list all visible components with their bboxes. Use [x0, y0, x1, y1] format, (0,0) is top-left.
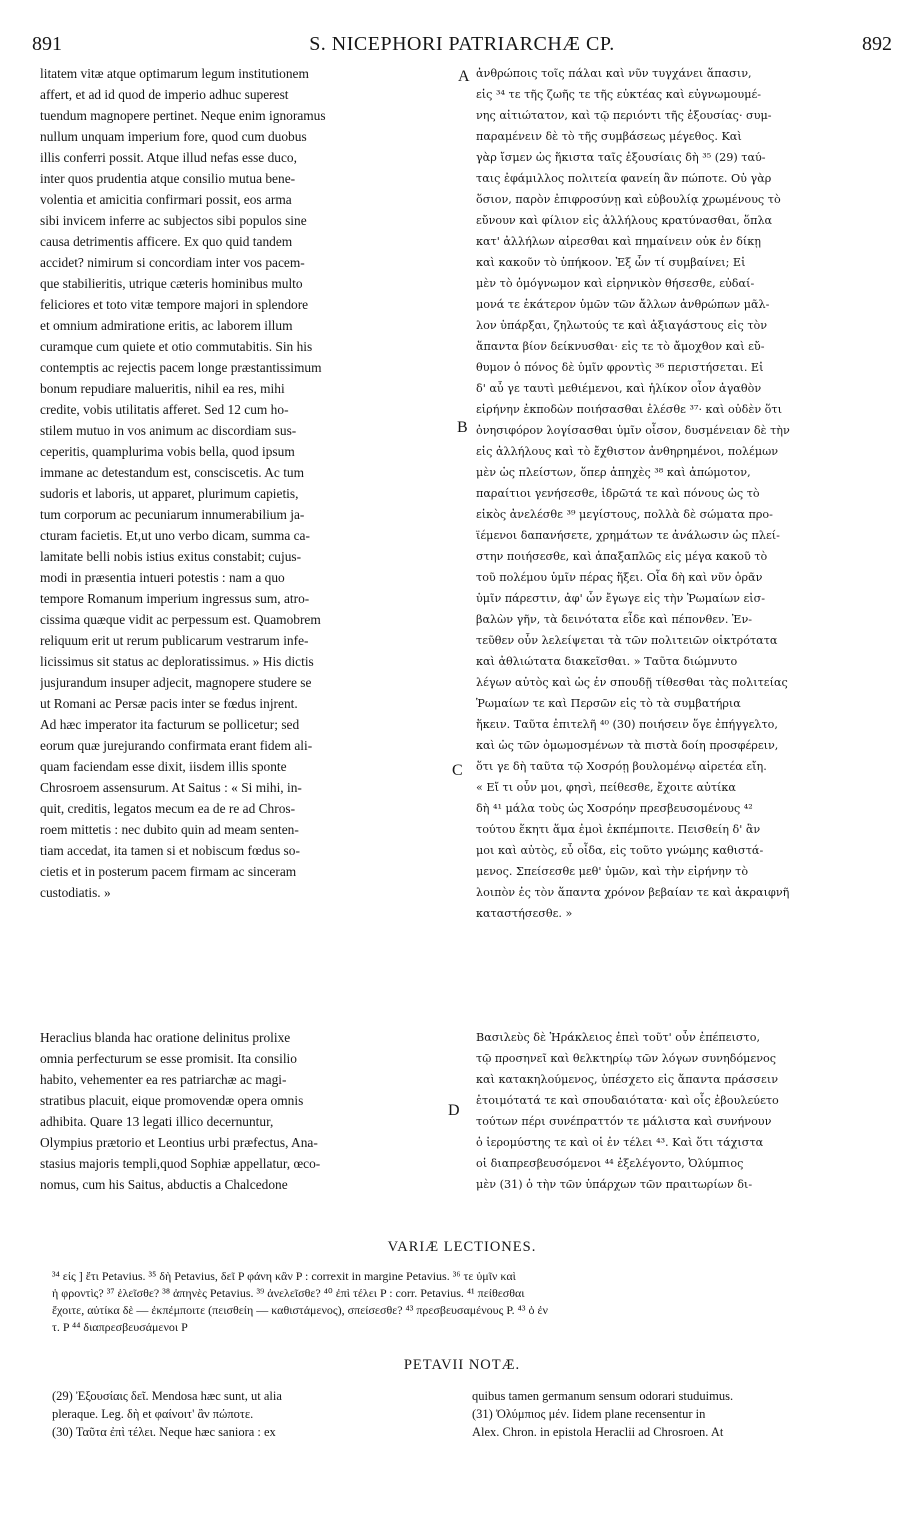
greek-column [476, 63, 882, 924]
latin-text-line: affert, et ad id quod de imperio adhuc superest [40, 87, 289, 102]
greek-text-line: εἰς ³⁴ τε τῆς ζωῆς τε τῆς εὐκτέας καὶ εὐγνωμουμέ- [476, 88, 762, 101]
petavius-note-line: Alex. Chron. in epistola Heraclii ad Chrosroen. At [472, 1425, 724, 1439]
latin-text-line: feliciores et toto vitæ tempore majori in splendore [40, 297, 309, 312]
latin-text-line: accidet? nimirum si concordiam inter vos pacem- [40, 255, 305, 270]
greek-text-line: παραίτιοι γενήσεσθε, ἱδρῶτά τε καὶ πόνους ὡς τὸ [476, 487, 760, 500]
margin-marker-d: D [448, 1102, 460, 1119]
latin-text-line: nomus, cum his Saitus, abductis a Chalcedone [40, 1177, 288, 1192]
right-page-number: 892 [862, 33, 892, 55]
greek-text-line: μὲν τὸ ὁμόγνωμον καὶ εἰρηνικὸν θήσεσθε, εὐδαί- [476, 277, 755, 290]
greek-text-line: γὰρ ἴσμεν ὡς ἥκιστα ταῖς ἐξουσίαις δὴ ³⁵ (29) ταύ- [476, 151, 766, 164]
latin-text-line: causa detrimentis afficere. Ex quo quid tandem [40, 234, 293, 249]
greek-text-line: μονά τε ἑκάτερον ὑμῶν τῶν ἄλλων ἀνθρώπων μᾶλ- [476, 298, 770, 311]
latin-text-line: reliquum erit ut rerum publicarum vestrarum infe- [40, 633, 309, 648]
greek-text-line: τῷ προσηνεῖ καὶ θελκτηρίῳ τῶν λόγων συνηδόμενος [476, 1052, 776, 1065]
latin-text-line: omnia perfecturum se esse promisit. Ita consilio [40, 1051, 297, 1066]
greek-text-line: δὴ ⁴¹ μάλα τοὺς ὡς Χοσρόην πρεσβευσομένους ⁴² [476, 802, 753, 815]
greek-text-line: ὅσιον, παρὸν ἐπιφροσύνῃ καὶ εὐβουλίᾳ χρωμένους τὸ [476, 193, 781, 206]
petavius-note-line: quibus tamen germanum sensum odorari studuimus. [472, 1389, 734, 1403]
margin-marker-a: A [458, 68, 470, 85]
petavius-note-line: pleraque. Leg. δὴ et φαίνοιτ' ἂν πώποτε. [52, 1407, 254, 1421]
greek-text-line: μὲν ὡς πλείστων, ὅπερ ἀπηχὲς ³⁸ καὶ ἀπώμοτον, [476, 466, 751, 479]
latin-text-line: tiam accedat, ita tamen si et nobiscum fœdus so- [40, 843, 300, 858]
latin-text-line: lamitate belli nobis istius exitus constabit; cujus- [40, 549, 302, 564]
latin-text-line: jusjurandum insuper adjecit, magnopere studere se [40, 675, 312, 690]
greek-text-line: ὀνησιφόρον λογίσασθαι ὑμῖν οἷσον, δυσμένειαν δὲ τὴν [476, 424, 790, 437]
petavii-notes-right [472, 1387, 892, 1441]
greek-text-line: εὔνουν καὶ φίλιον εἰς ἀλλήλους κρατύνασθαι, ὅπλα [476, 214, 773, 227]
greek-text-line: ὁ ἱερομύστης τε καὶ οἱ ἐν τέλει ⁴³. Καὶ ὅτι τάχιστα [476, 1136, 764, 1149]
greek-text-line: κατ' ἀλλήλων αἱρεσθαι καὶ πημαίνειν οὐκ ἐν δίκῃ [476, 235, 761, 248]
greek-text-line: εἰκὸς ἀνελέσθε ³⁹ μεγίστους, πολλὰ δὲ σώματα προ- [476, 508, 773, 521]
greek-text-line: ὅτι γε δὴ ταῦτα τῷ Χοσρόῃ βουλομένῳ αἱρετέα εἴη. [476, 760, 767, 773]
latin-text-line: Olympius prætorio et Leontius urbi præfectus, Ana- [40, 1135, 318, 1150]
greek-text-line: καταστήσεσθε. » [476, 907, 573, 920]
greek-text-line: ἥκειν. Ταῦτα ἐπιτελῆ ⁴⁰ (30) ποιήσειν ὅγε ἐπήγγελτο, [476, 718, 778, 731]
greek-text-line: μενος. Σπείσεσθε μεθ' ὑμῶν, καὶ τὴν εἰρήνην τὸ [476, 865, 749, 878]
greek-text-line: ϊέμενοι δαπανήσετε, χρημάτων τε ἀνάλωσιν ὡς πλεί- [476, 529, 780, 542]
greek-text-line: ἀνθρώποις τοῖς πάλαι καὶ νῦν τυγχάνει ἅπασιν, [476, 67, 752, 80]
greek-text-line: ὑμῖν πάρεστιν, ἀφ' ὧν ἔγωγε εἰς τὴν Ῥωμαίων εἰσ- [476, 592, 766, 605]
greek-text-line: τοῦ πολέμου ὑμῖν πέρας ἥξει. Οἷα δὴ καὶ νῦν ὁρᾶν [476, 571, 763, 584]
variant-reading-line: ἔχοιτε, αὐτίκα δὲ — ἐκπέμποιτε (πεισθείη — καθιστάμενος), σπείσεσθε? ⁴³ πρεσβευσαμένους P. ⁴³ ὁ ἐν [52, 1303, 548, 1317]
latin-text-line: tempore Romanum imperium ingressus sum, atro- [40, 591, 310, 606]
greek-text-line: δ' αὖ γε ταυτὶ μεθιέμενοι, καὶ ἡλίκον οἷον ἀγαθὸν [476, 382, 762, 395]
greek-text-line: καὶ ὡς τῶν ὀμωμοσμένων τὰ πιστὰ δοίη προσφέρειν, [476, 739, 779, 752]
latin-text-line: credite, vobis utilitatis afferet. Sed 12 cum ho- [40, 402, 289, 417]
latin-text-line: curamque cum quiete et otio commutabitis. Sin his [40, 339, 313, 354]
latin-text-line: adhibita. Quare 13 legati illico decernuntur, [40, 1114, 274, 1129]
petavius-note-line: (30) Ταῦτα ἐπὶ τέλει. Neque hæc saniora : ex [52, 1425, 276, 1439]
greek-text-line: ἅπαντα βίον δείκνυσθαι· εἰς τε τὸ ἄμοχθον καὶ εὔ- [476, 340, 765, 353]
latin-text-line: litatem vitæ atque optimarum legum institutionem [40, 66, 309, 81]
greek-text-line: στην ποιήσεσθε, καὶ ἁπαξαπλῶς εἰς μέγα κακοῦ τὸ [476, 550, 768, 563]
latin-text-line: tum corporum ac pecuniarum innumerabilium ja- [40, 507, 305, 522]
latin-text-line: cturam facietis. Et,ut uno verbo dicam, summa ca- [40, 528, 310, 543]
latin-text-line: sudoris et laboris, ut apparet, plurimum capietis, [40, 486, 299, 501]
greek-text-line: μοι καὶ αὐτὸς, εὖ οἶδα, εἰς τοῦτο γνώμης καθιστά- [476, 844, 764, 857]
latin-text-line: stasius majoris templi,quod Sophiæ appellatur, œco- [40, 1156, 321, 1171]
latin-text-line: inter quos prudentia atque consilio mutua bene- [40, 171, 296, 186]
variae-lectiones-title: VARIÆ LECTIONES. [387, 1239, 537, 1255]
latin-text-line: sibi invicem inferre ac subjectos sibi populos sine [40, 213, 307, 228]
greek-text-line: οἱ διαπρεσβευσόμενοι ⁴⁴ ἐξελέγοντο, Ὀλύμπιος [476, 1157, 744, 1170]
latin-text-line: licissimus sit status ac deploratissimus. » His dictis [40, 654, 314, 669]
greek-text-line: λέγων αὐτὸς καὶ ὡς ἐν σπουδῇ τίθεσθαι τὰς πολιτείας [476, 676, 788, 689]
latin-text-line: cissima quæque vidit ac perpessum est. Quamobrem [40, 612, 321, 627]
variant-reading-line: ³⁴ εἰς ] ἔτι Petavius. ³⁵ δὴ Petavius, δεῖ P φάνη κἂν P : correxit in margine Petavius. ³⁶ τε ὑμῖν καὶ [52, 1269, 516, 1283]
latin-text-line: cietis et in posterum pacem firmam ac sinceram [40, 864, 297, 879]
greek-text-line: Ῥωμαίων τε καὶ Περσῶν εἰς τὸ τὰ συμβατήρια [476, 697, 741, 710]
latin-text-line: stilem mutuo in vos animum ac discordiam sus- [40, 423, 297, 438]
latin-text-line: volentia et amicitia confirmari possit, eos arma [40, 192, 292, 207]
petavii-notae-title: PETAVII NOTÆ. [403, 1357, 521, 1373]
latin-text-line: immane ac detestandum est, consciscetis. Ac tum [40, 465, 305, 480]
latin-text-line: custodiatis. » [40, 885, 111, 900]
latin-text-line: quam faciendam esse dixit, iisdem illis sponte [40, 759, 287, 774]
latin-text-line: ut Romani ac Persæ pacis inter se fœdus injrent. [40, 696, 298, 711]
latin-text-line: stratibus placuit, eique promovendæ opera omnis [40, 1093, 304, 1108]
latin-column [40, 63, 460, 903]
latin-column-continued [40, 1027, 460, 1195]
greek-text-line: ταις ἐφάμιλλος πολιτεία φανείη ἂν πώποτε. Οὐ γὰρ [476, 172, 772, 185]
margin-marker-c: C [452, 762, 463, 779]
greek-text-line: καὶ ἀθλιώτατα διακεῖσθαι. » Ταῦτα διώμνυτο [476, 655, 738, 668]
latin-text-line: que stabilieritis, utrique cæteris hominibus multo [40, 276, 303, 291]
greek-text-line: παραμένειν δὲ τὸ τῆς συμβάσεως μέγεθος. Καὶ [476, 130, 742, 143]
latin-text-line: Heraclius blanda hac oratione delinitus prolixe [40, 1030, 291, 1045]
greek-text-line: βαλὼν γῆν, τὰ δεινότατα εἶδε καὶ πέπονθεν. Ἐν- [476, 613, 753, 626]
latin-text-line: quit, creditis, legatos mecum ea de re ad Chros- [40, 801, 296, 816]
petavius-note-line: (29) Ἐξουσίαις δεῖ. Mendosa hæc sunt, ut alia [52, 1389, 282, 1403]
greek-column-continued [476, 1027, 882, 1195]
variae-lectiones [52, 1268, 888, 1336]
latin-text-line: Ad hæc imperator ita facturum se pollicetur; sed [40, 717, 300, 732]
latin-text-line: modi in præsentia intueri potestis : nam a quo [40, 570, 285, 585]
latin-text-line: eorum quæ jurejurando confirmata erant fidem ali- [40, 738, 313, 753]
latin-text-line: ceperitis, quamplurima vobis bella, quod ipsum [40, 444, 295, 459]
greek-text-line: τούτου ἕκητι ἅμα ἐμοὶ ἐκπέμποιτε. Πεισθείη δ' ἂν [476, 823, 761, 836]
greek-text-line: ἑτοιμότατά τε καὶ σπουδαιότατα· καὶ οἷς ἐβουλεύετο [476, 1094, 779, 1107]
running-title: S. NICEPHORI PATRIARCHÆ CP. [309, 33, 615, 55]
petavius-note-line: (31) Ὀλύμπιος μέν. Iidem plane recensentur in [472, 1407, 706, 1421]
greek-text-line: λοιπὸν ἐς τὸν ἅπαντα χρόνον βεβαίαν τε καὶ ἀκραιφνῆ [476, 886, 790, 899]
greek-text-line: εἰρήνην ἐκποδὼν ποιήσασθαι ἐλέσθε ³⁷· καὶ οὐδὲν ὅτι [476, 403, 782, 416]
latin-text-line: illis conferri possit. Atque illud nefas esse duco, [40, 150, 297, 165]
petavii-notes-left [52, 1387, 462, 1441]
latin-text-line: roem mittetis : nec dubito quin ad meam senten- [40, 822, 299, 837]
greek-text-line: Βασιλεὺς δὲ Ἡράκλειος ἐπεὶ τοῦτ' οὖν ἐπέπειστο, [476, 1031, 760, 1044]
greek-text-line: τεῦθεν οὖν λελείψεται τὰ τῶν πολιτειῶν οἰκτρότατα [476, 634, 778, 647]
greek-text-line: θυμον ὁ πόνος δὲ ὑμῖν φροντὶς ³⁶ περιστήσεται. Εἰ [476, 361, 764, 374]
latin-text-line: tuendum magnopere pertinet. Neque enim ignoramus [40, 108, 326, 123]
variant-reading-line: τ. P ⁴⁴ διαπρεσβευσάμενοι P [52, 1320, 188, 1334]
latin-text-line: et omnium admiratione eritis, ac laborem illum [40, 318, 293, 333]
margin-marker-b: B [457, 419, 468, 436]
greek-text-line: λον ὑπάρξαι, ζηλωτούς τε καὶ ἀξιαγάστους εἰς τὸν [476, 319, 768, 332]
variant-reading-line: ἡ φροντὶς? ³⁷ ἑλεῖσθε? ³⁸ ἀπηνὲς Petavius. ³⁹ ἀνελεῖσθε? ⁴⁰ ἐπὶ τέλει P : corr. Petavius. ⁴¹ πείθεσθαι [52, 1286, 525, 1300]
latin-text-line: contemptis ac rejectis pacem longe præstantissimum [40, 360, 322, 375]
greek-text-line: καὶ κατακηλούμενος, ὑπέσχετο εἰς ἅπαντα πράσσειν [476, 1073, 779, 1086]
latin-text-line: nullum unquam imperium fore, quod cum duobus [40, 129, 307, 144]
latin-text-line: bonum repudiare malueritis, nihil ea res, mihi [40, 381, 285, 396]
greek-text-line: καὶ κακοῦν τὸ ὑπήκοον. Ἐξ ὧν τί συμβαίνει; Εἰ [476, 256, 746, 269]
latin-text-line: habito, vehementer ea res patriarchæ ac magi- [40, 1072, 287, 1087]
greek-text-line: εἰς ἀλλήλους καὶ τὸ ἔχθιστον ἀνθηρημένοι, πολέμων [476, 445, 779, 458]
greek-text-line: νης αἰτιώτατον, καὶ τῷ περιόντι τῆς ἐξουσίας· συμ- [476, 109, 772, 122]
greek-text-line: « Εἴ τι οὖν μοι, φησὶ, πείθεσθε, ἔχοιτε αὐτίκα [476, 781, 736, 794]
greek-text-line: τούτων πέρι συνέπραττόν τε μάλιστα καὶ συνήνουν [476, 1115, 772, 1128]
latin-text-line: Chrosroem assensurum. At Saitus : « Si mihi, in- [40, 780, 302, 795]
left-page-number: 891 [32, 33, 62, 55]
page-header [32, 33, 892, 63]
greek-text-line: μὲν (31) ὁ τὴν τῶν ὑπάρχων τῶν πραιτωρίων δι- [476, 1178, 753, 1191]
